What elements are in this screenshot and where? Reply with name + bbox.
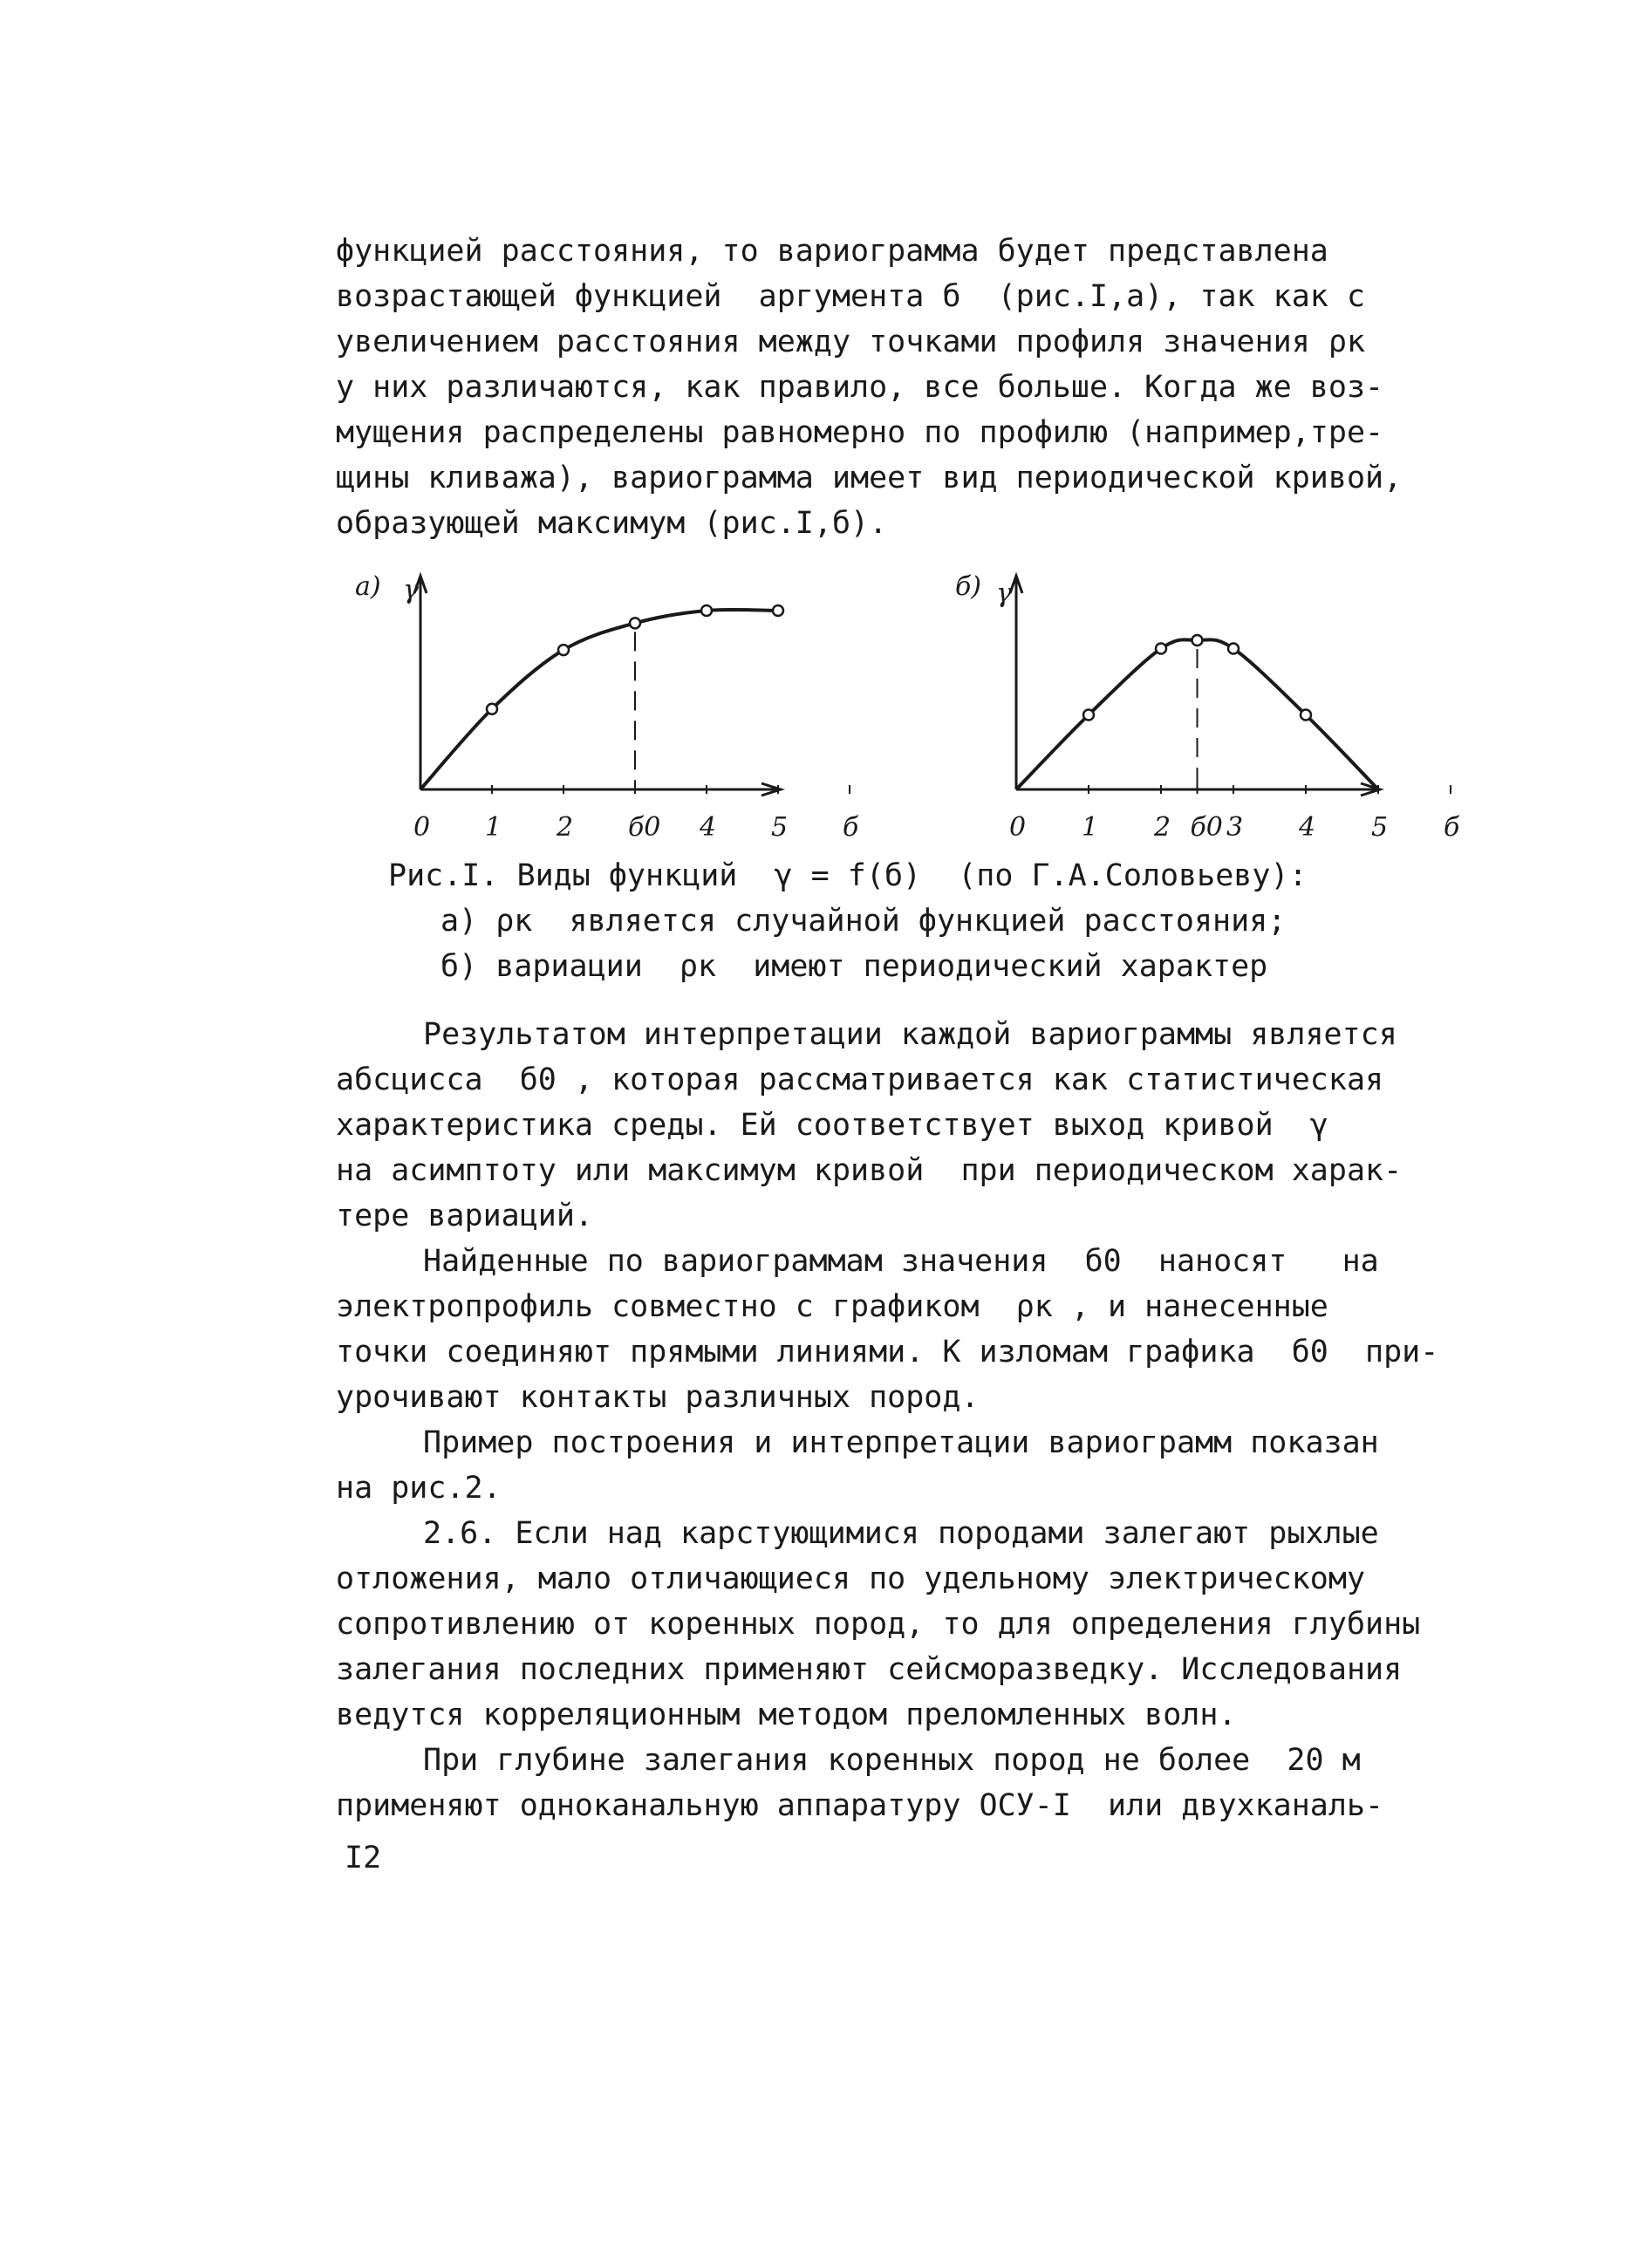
intro-line: увеличением расстояния между точками профиля значения ρк — [336, 324, 1366, 359]
data-point — [1156, 644, 1166, 654]
page-number: I2 — [345, 1841, 382, 1875]
body-line: на рис.2. — [336, 1471, 502, 1506]
body-line: электропрофиль совместно с графиком ρк , и нанесенные — [336, 1289, 1328, 1324]
panel-a — [355, 571, 859, 843]
figure-caption — [336, 853, 1417, 989]
x-tick-label: 5 — [771, 812, 789, 843]
body-line: Результатом интерпретации каждой вариограммы является — [423, 1017, 1397, 1052]
x-tick-label: б — [843, 812, 859, 843]
x-tick-label: б0 — [1190, 812, 1223, 843]
intro-line: возрастающей функцией аргумента б (рис.I,а), так как с — [336, 279, 1366, 314]
body-line: урочивают контакты различных пород. — [336, 1380, 980, 1415]
body-line: ведутся корреляционным методом преломленных волн. — [336, 1698, 1237, 1732]
body-line: При глубине залегания коренных пород не более 20 м — [423, 1743, 1361, 1778]
caption-item-a: а) ρк является случайной функцией расстояния; — [440, 904, 1287, 939]
x-tick-label: 0 — [1009, 812, 1027, 843]
x-tick-label: 1 — [485, 812, 502, 843]
intro-line: щины кливажа), вариограмма имеет вид периодической кривой, — [336, 461, 1403, 495]
x-tick-label: 3 — [1226, 812, 1244, 843]
body-line: тере вариаций. — [336, 1199, 594, 1233]
body-line: сопротивлению от коренных пород, то для определения глубины — [336, 1607, 1421, 1642]
x-tick-label: 4 — [1299, 812, 1316, 843]
intro-line: функцией расстояния, то вариограмма будет представлена — [336, 234, 1328, 269]
body-line: отложения, мало отличающиеся по удельному электрическому — [336, 1561, 1366, 1596]
figure-svg — [336, 558, 1460, 855]
x-tick-label: б — [1444, 812, 1460, 843]
body-line: залегания последних применяют сейсморазведку. Исследования — [336, 1652, 1403, 1687]
figure-1 — [336, 558, 1460, 855]
caption-item-b: б) вариации ρк имеют периодический характер — [440, 949, 1268, 984]
x-tick-label: 4 — [700, 812, 717, 843]
x-tick-label: б0 — [628, 812, 661, 843]
body-text — [336, 1012, 1439, 1828]
x-tick-label: 5 — [1371, 812, 1389, 843]
x-tick-label: 2 — [557, 812, 574, 843]
body-line: абсцисса б0 , которая рассматривается как статистическая — [336, 1062, 1384, 1097]
data-point — [558, 645, 569, 655]
x-tick-label: 2 — [1154, 812, 1171, 843]
data-point — [1192, 635, 1203, 646]
intro-paragraph — [336, 229, 1417, 546]
intro-line: мущения распределены равномерно по профилю (например,тре- — [336, 415, 1384, 450]
body-line: точки соединяют прямыми линиями. К изломам графика б0 при- — [336, 1335, 1439, 1370]
panel-a-y-label: γ — [403, 575, 419, 605]
data-point — [1228, 644, 1239, 654]
body-line: применяют одноканальную аппаратуру ОСУ-I или двухканаль- — [336, 1788, 1384, 1823]
panel-b-y-label: γ — [996, 578, 1012, 609]
x-tick-label: 0 — [413, 812, 431, 843]
panel-b — [955, 571, 1460, 843]
body-line: Найденные по вариограммам значения б0 наносят на — [423, 1244, 1379, 1279]
data-point — [701, 605, 712, 616]
body-line: 2.6. Если над карстующимися породами залегают рыхлые — [423, 1516, 1379, 1551]
body-line: на асимптоту или максимум кривой при периодическом харак- — [336, 1153, 1403, 1188]
body-line: характеристика среды. Ей соответствует выход кривой γ — [336, 1108, 1328, 1143]
data-point — [487, 704, 497, 714]
data-point — [773, 605, 783, 616]
caption-title: Рис.I. Виды функций γ = f(б) (по Г.А.Соловьеву): — [388, 858, 1308, 893]
x-tick-label: 1 — [1082, 812, 1099, 843]
series-line — [420, 610, 778, 789]
panel-a-label: а) — [355, 571, 381, 602]
intro-line: у них различаются, как правило, все больше. Когда же воз- — [336, 370, 1384, 405]
data-point — [1083, 710, 1094, 721]
panel-b-label: б) — [955, 571, 982, 602]
intro-line: образующей максимум (рис.I,б). — [336, 506, 888, 541]
data-point — [1301, 710, 1311, 721]
data-point — [630, 618, 640, 628]
body-line: Пример построения и интерпретации вариограмм показан — [423, 1425, 1379, 1460]
